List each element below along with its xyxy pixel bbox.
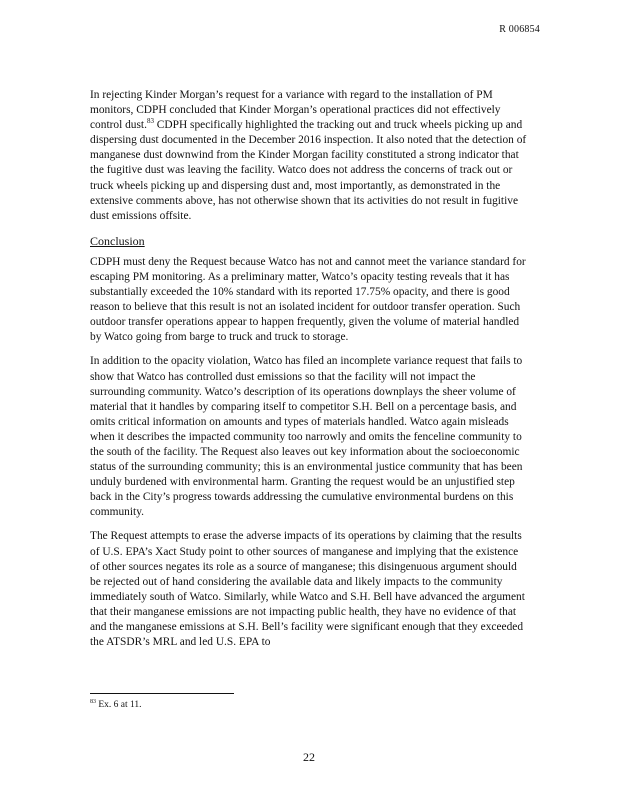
paragraph-incomplete-request: In addition to the opacity violation, Watco has filed an incomplete variance request that fails to show that Watco has controlled dust emissions so that the facility will not impact the surrounding community. Watco’s description of its operations downplays the sheer volume of material that it handles by comparing itself to competitor S.H. Bell on a percentage basis, and omits critical information on amounts and types of materials handled. Watco again misleads when it describes the impacted community too narrowly and omits the fenceline community to the south of the facility. The Request also leaves out key information about the socioeconomic status of the surrounding community; this is an environmental justice community that has been unduly burdened with environmental harm. Granting the request would be an unjustified step back in the City’s progress towards addressing the cumulative environmental burdens on this community. bbox=[90, 355, 523, 519]
paragraph-kinder-morgan bbox=[90, 88, 528, 224]
footnote-text: Ex. 6 at 11. bbox=[96, 700, 142, 710]
footnote bbox=[90, 699, 142, 711]
paragraph-text: In rejecting Kinder Morgan’s request for a variance with regard to the installation of PM monitors, CDPH concluded that Kinder Morgan’s operational practices did not effectively control dust. bbox=[90, 89, 501, 132]
paragraph-conclusion-opacity: CDPH must deny the Request because Watco has not and cannot meet the variance standard for escaping PM monitoring. As a preliminary matter, Watco’s opacity testing reveals that it has substantially exceeded the 10% standard with its reported 17.75% opacity, and there is good reason to believe that this result is not an isolated incident for outdoor transfer operation. Such outdoor transfer operations appear to happen frequently, given the volume of material handled by Watco going from barge to truck and truck to storage. bbox=[90, 255, 526, 344]
footnote-divider bbox=[90, 693, 234, 694]
paragraph-text: CDPH specifically highlighted the tracking out and truck wheels picking up and dispersing dust documented in the December 2016 inspection. It also noted that the detection of manganese dust downwind from the Kinder Morgan facility constituted a strong indicator that the fugitive dust was leaving the facility. Watco does not address the concerns of track out or truck wheels picking up and dispersing dust and, most importantly, as demonstrated in the extensive comments above, has not otherwise shown that its activities do not result in fugitive dust emissions offsite. bbox=[90, 119, 527, 222]
footnote-number: 83 bbox=[90, 699, 96, 705]
section-heading-conclusion: Conclusion bbox=[90, 233, 145, 248]
footnote-reference: 83 bbox=[146, 117, 154, 126]
paragraph-manganese-sources: The Request attempts to erase the adverse impacts of its operations by claiming that the results of U.S. EPA’s Xact Study point to other sources of manganese and implying that the existence of other sources negates its role as a source of manganese; this disingenuous argument should be rejected out of hand considering the available data and likely impacts to the community immediately south of Watco. Similarly, while Watco and S.H. Bell have advanced the argument that their manganese emissions are not impacting public health, they have no evidence of that and the manganese emissions at S.H. Bell’s facility were significant enough that they exceeded the ATSDR’s MRL and led U.S. EPA to bbox=[90, 530, 525, 649]
document-body bbox=[90, 88, 528, 659]
bates-number: R 006854 bbox=[499, 24, 540, 35]
page-number: 22 bbox=[303, 750, 315, 764]
